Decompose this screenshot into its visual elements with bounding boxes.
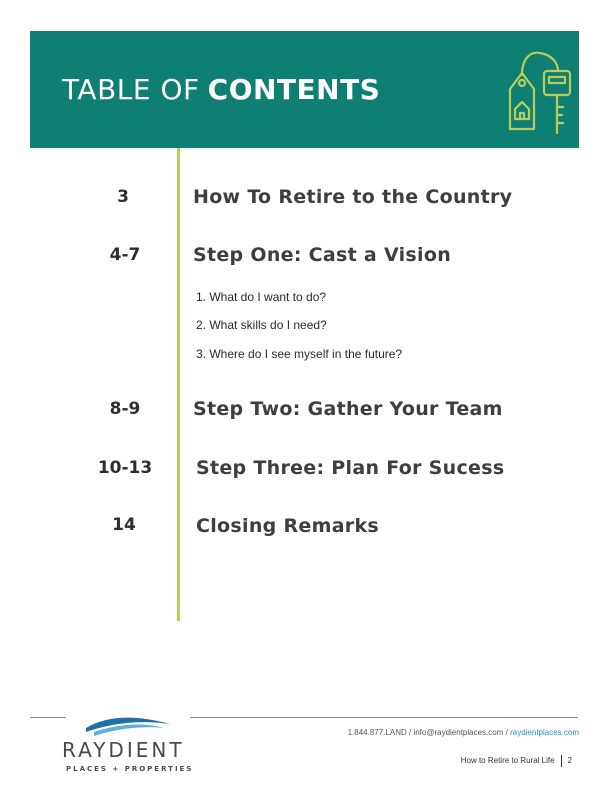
- toc-entry-title[interactable]: Step Two: Gather Your Team: [193, 398, 503, 420]
- contact-line: [348, 728, 579, 737]
- contact-separator: /: [408, 728, 414, 737]
- toc-subitem: 1. What do I want to do?: [196, 290, 327, 304]
- toc-page-number: 4-7: [109, 245, 141, 265]
- toc-entry-title[interactable]: Closing Remarks: [196, 515, 380, 537]
- contact-separator: /: [505, 728, 511, 737]
- toc-page-number: 14: [112, 515, 136, 535]
- title-bold: CONTENTS: [207, 73, 381, 106]
- toc-page-number: 10-13: [97, 458, 153, 478]
- toc-page-number: 8-9: [109, 399, 141, 419]
- toc-page-number: 3: [117, 187, 129, 207]
- footer-rule-left: [30, 717, 66, 718]
- contact-phone: 1.844.877.LAND: [347, 728, 407, 737]
- toc-entry-title[interactable]: Step One: Cast a Vision: [193, 244, 452, 266]
- vertical-divider: [177, 148, 180, 621]
- page-separator: [561, 755, 562, 767]
- raydient-swoosh-logo-icon: [84, 708, 172, 736]
- footer-rule-right: [190, 717, 578, 718]
- page-title: [62, 73, 380, 106]
- document-title: How to Retire to Rural Life: [460, 756, 555, 766]
- contact-email[interactable]: info@raydientplaces.com: [413, 728, 504, 737]
- logo-tagline: PLACES + PROPERTIES: [66, 765, 194, 773]
- toc-subitem: 2. What skills do I need?: [196, 318, 327, 332]
- logo-wordmark: RAYDIENT: [62, 738, 185, 762]
- page-footer-info: [461, 755, 572, 767]
- page-number: 2: [567, 756, 572, 766]
- title-light: TABLE OF: [62, 73, 200, 106]
- header-banner: [30, 31, 579, 148]
- toc-subitem: 3. Where do I see myself in the future?: [196, 347, 403, 361]
- toc-entry-title[interactable]: Step Three: Plan For Sucess: [196, 457, 505, 479]
- contact-website-link[interactable]: raydientplaces.com: [510, 728, 579, 737]
- toc-entry-title[interactable]: How To Retire to the Country: [193, 186, 513, 208]
- house-tag-key-icon: [500, 49, 580, 139]
